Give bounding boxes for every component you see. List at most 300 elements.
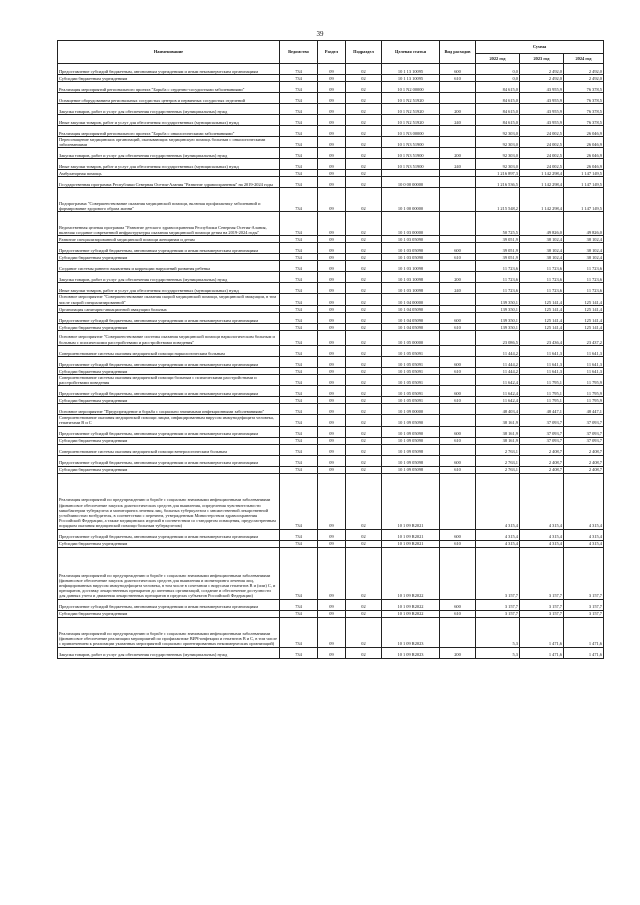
- cell-2023: 37 093,7: [520, 415, 564, 426]
- cell-subsection: 02: [346, 345, 382, 356]
- cell-2024: 11 795,9: [564, 397, 604, 404]
- cell-2023: 1 471,6: [520, 647, 564, 658]
- cell-section: 09: [318, 374, 346, 385]
- table-body: [58, 64, 604, 659]
- cell-2023: 11 723,6: [520, 272, 564, 283]
- cell-target: 10 1 09 R2022: [382, 547, 440, 599]
- cell-dept: 734: [280, 415, 318, 426]
- cell-dept: 734: [280, 547, 318, 599]
- cell-dept: 734: [280, 617, 318, 647]
- cell-subsection: 02: [346, 272, 382, 283]
- cell-dept: 734: [280, 330, 318, 345]
- cell-target: 10 1 05 00000: [382, 330, 440, 345]
- table-row: [58, 212, 604, 236]
- cell-subsection: 02: [346, 540, 382, 547]
- cell-subsection: 02: [346, 75, 382, 82]
- cell-exp-type: 200: [440, 148, 476, 159]
- cell-name: Субсидии бюджетным учреждениям: [58, 254, 280, 261]
- table-row: [58, 473, 604, 529]
- table-row: [58, 547, 604, 599]
- cell-exp-type: [440, 444, 476, 455]
- cell-2023: 1 471,6: [520, 617, 564, 647]
- cell-target: 10 1 N2 51920: [382, 93, 440, 104]
- cell-target: 10 1 N3 51900: [382, 148, 440, 159]
- cell-2022: 2 763,1: [476, 466, 520, 473]
- cell-2023: 11 723,6: [520, 261, 564, 272]
- cell-target: 10 1 04 05090: [382, 312, 440, 323]
- table-row: [58, 126, 604, 137]
- header-2024: 2024 год: [564, 54, 604, 64]
- cell-2023: 4 315,4: [520, 540, 564, 547]
- cell-target: 10 1 05 05091: [382, 386, 440, 397]
- cell-target: 10 1 09 R2023: [382, 617, 440, 647]
- cell-2024: 1 147 149,5: [564, 188, 604, 212]
- cell-subsection: 02: [346, 170, 382, 177]
- cell-2022: 0,0: [476, 64, 520, 75]
- cell-2024: 38 102,4: [564, 236, 604, 243]
- cell-section: 09: [318, 617, 346, 647]
- cell-2022: 139 350,1: [476, 305, 520, 312]
- cell-2023: 11 723,6: [520, 283, 564, 294]
- cell-section: 09: [318, 330, 346, 345]
- cell-target: 10 1 05 05091: [382, 397, 440, 404]
- cell-name: Субсидии бюджетным учреждениям: [58, 610, 280, 617]
- cell-2023: 3 157,7: [520, 610, 564, 617]
- cell-2022: 4 315,4: [476, 529, 520, 540]
- cell-subsection: 02: [346, 305, 382, 312]
- cell-name: Предоставление субсидий бюджетным, автономным учреждениям и иным некоммерческим организациям: [58, 64, 280, 75]
- cell-2024: 38 102,4: [564, 243, 604, 254]
- cell-2024: 37 093,7: [564, 437, 604, 444]
- table-row: [58, 93, 604, 104]
- cell-subsection: 02: [346, 312, 382, 323]
- cell-2023: 11 795,1: [520, 374, 564, 385]
- cell-2024: 3 157,7: [564, 547, 604, 599]
- cell-2023: 2 408,7: [520, 455, 564, 466]
- cell-name: Ведомственная целевая программа "Развитие детского здравоохранения Республики Северная Осетия-Алания, включая создание современной инфраструктуры оказания медицинской помощи детям на 2019-2024 годы": [58, 212, 280, 236]
- table-row: [58, 617, 604, 647]
- cell-name: Оснащение оборудованием региональных сосудистых центров и первичных сосудистых отделений: [58, 93, 280, 104]
- table-row: [58, 75, 604, 82]
- cell-2022: 2 763,1: [476, 444, 520, 455]
- cell-2023: 37 093,7: [520, 426, 564, 437]
- cell-name: Совершенствование оказания медицинской помощи лицам, инфицированным вирусом иммунодефицита человека, гепатитами B и C: [58, 415, 280, 426]
- page-number: 39: [316, 30, 324, 38]
- table-row: [58, 188, 604, 212]
- cell-exp-type: [440, 330, 476, 345]
- cell-section: 09: [318, 323, 346, 330]
- cell-dept: 734: [280, 466, 318, 473]
- cell-subsection: 02: [346, 104, 382, 115]
- cell-exp-type: 600: [440, 599, 476, 610]
- cell-name: Предоставление субсидий бюджетным, автономным учреждениям и иным некоммерческим организациям: [58, 455, 280, 466]
- cell-exp-type: [440, 126, 476, 137]
- cell-2022: 139 350,1: [476, 294, 520, 305]
- cell-subsection: 02: [346, 64, 382, 75]
- cell-2022: 0,0: [476, 75, 520, 82]
- cell-name: Предоставление субсидий бюджетным, автономным учреждениям и иным некоммерческим организациям: [58, 356, 280, 367]
- cell-2022: 50 725,5: [476, 212, 520, 236]
- cell-exp-type: 240: [440, 159, 476, 170]
- cell-dept: 734: [280, 404, 318, 415]
- cell-subsection: 02: [346, 415, 382, 426]
- cell-name: Иные закупки товаров, работ и услуг для обеспечения государственных (муниципальных) нужд: [58, 283, 280, 294]
- cell-name: Иные закупки товаров, работ и услуг для обеспечения государственных (муниципальных) нужд: [58, 115, 280, 126]
- cell-2022: 38 161,9: [476, 415, 520, 426]
- cell-section: 09: [318, 93, 346, 104]
- cell-exp-type: [440, 137, 476, 148]
- cell-target: 10 1 04 05090: [382, 305, 440, 312]
- cell-dept: 734: [280, 177, 318, 188]
- cell-target: 10 1 04 05090: [382, 323, 440, 330]
- cell-target: 10 1 05 05091: [382, 356, 440, 367]
- cell-target: 10 1 03 05090: [382, 243, 440, 254]
- cell-dept: 734: [280, 261, 318, 272]
- cell-section: 09: [318, 159, 346, 170]
- cell-name: Организация санитарно-авиационной эвакуации больных: [58, 305, 280, 312]
- cell-name: Субсидии бюджетным учреждениям: [58, 437, 280, 444]
- cell-subsection: 02: [346, 599, 382, 610]
- cell-dept: 734: [280, 75, 318, 82]
- table-row: [58, 104, 604, 115]
- cell-section: 09: [318, 312, 346, 323]
- cell-section: 09: [318, 473, 346, 529]
- cell-2023: 38 102,4: [520, 236, 564, 243]
- cell-exp-type: [440, 547, 476, 599]
- cell-dept: 734: [280, 397, 318, 404]
- cell-exp-type: 200: [440, 104, 476, 115]
- cell-2024: 125 141,4: [564, 305, 604, 312]
- cell-dept: 734: [280, 126, 318, 137]
- cell-target: 10 1 09 R2021: [382, 473, 440, 529]
- cell-target: 10 1 09 05098: [382, 466, 440, 473]
- cell-name: Субсидии бюджетным учреждениям: [58, 540, 280, 547]
- cell-dept: 734: [280, 599, 318, 610]
- cell-name: Реализация мероприятий по предупреждению и борьбе с социально значимыми инфекционными заболеваниями (финансовое обеспечение закупок диагностических средств для выявления, определения чувствительности микобактерии туберкулеза и мониторинга лечения лиц, больных туберкулезом с множественной лекарственной устойчивостью возбудителя, в соответствии с перечнем, утвержденным Министерством здравоохранения Российской Федерации, а также медицинских изделий в соответствии со стандартом оснащения, предусмотренным порядком оказания медицинской помощи больным туберкулезом): [58, 473, 280, 529]
- cell-exp-type: [440, 374, 476, 385]
- cell-2023: 11 795,1: [520, 397, 564, 404]
- cell-target: 10 1 09 05090: [382, 426, 440, 437]
- cell-section: 09: [318, 254, 346, 261]
- table-row: [58, 236, 604, 243]
- cell-2022: 92 303,0: [476, 137, 520, 148]
- cell-2024: 125 141,4: [564, 294, 604, 305]
- cell-subsection: 02: [346, 261, 382, 272]
- cell-2023: 1 142 298,4: [520, 170, 564, 177]
- table-row: [58, 540, 604, 547]
- cell-name: Субсидии бюджетным учреждениям: [58, 397, 280, 404]
- table-row: [58, 170, 604, 177]
- cell-2024: 76 378,5: [564, 93, 604, 104]
- cell-dept: 734: [280, 159, 318, 170]
- cell-subsection: 02: [346, 397, 382, 404]
- cell-exp-type: [440, 188, 476, 212]
- cell-2022: 139 350,1: [476, 312, 520, 323]
- budget-table: [57, 40, 604, 659]
- cell-name: Предоставление субсидий бюджетным, автономным учреждениям и иным некоммерческим организациям: [58, 243, 280, 254]
- cell-section: 09: [318, 261, 346, 272]
- cell-name: Субсидии бюджетным учреждениям: [58, 466, 280, 473]
- cell-subsection: 02: [346, 386, 382, 397]
- cell-subsection: 02: [346, 323, 382, 330]
- cell-name: Реализация мероприятий регионального проекта "Борьба с онкологическими заболеваниями": [58, 126, 280, 137]
- cell-2022: 39 051,9: [476, 243, 520, 254]
- cell-target: 10 1 13 10095: [382, 64, 440, 75]
- cell-2023: 43 955,9: [520, 93, 564, 104]
- table-row: [58, 466, 604, 473]
- cell-dept: 734: [280, 444, 318, 455]
- cell-section: 09: [318, 148, 346, 159]
- cell-2022: 11 723,6: [476, 272, 520, 283]
- cell-2024: 2 492,0: [564, 64, 604, 75]
- cell-exp-type: 610: [440, 610, 476, 617]
- table-row: [58, 148, 604, 159]
- cell-target: 10 1 03 10098: [382, 261, 440, 272]
- cell-section: 09: [318, 170, 346, 177]
- table-row: [58, 177, 604, 188]
- cell-dept: 734: [280, 283, 318, 294]
- cell-target: 10 1 03 10098: [382, 272, 440, 283]
- cell-2022: 92 303,0: [476, 126, 520, 137]
- cell-2022: 38 161,9: [476, 426, 520, 437]
- cell-dept: 734: [280, 473, 318, 529]
- cell-subsection: 02: [346, 473, 382, 529]
- cell-exp-type: [440, 82, 476, 93]
- cell-2022: 3 157,7: [476, 547, 520, 599]
- cell-2024: 26 046,9: [564, 126, 604, 137]
- cell-name: Предоставление субсидий бюджетным, автономным учреждениям и иным некоммерческим организациям: [58, 426, 280, 437]
- cell-2022: 48 403,4: [476, 404, 520, 415]
- header-subsection: Подраздел: [346, 41, 382, 64]
- table-row: [58, 115, 604, 126]
- cell-exp-type: [440, 236, 476, 243]
- cell-exp-type: 200: [440, 272, 476, 283]
- cell-2024: 4 315,4: [564, 529, 604, 540]
- cell-2024: 11 795,9: [564, 374, 604, 385]
- cell-dept: 734: [280, 367, 318, 374]
- cell-section: 09: [318, 188, 346, 212]
- cell-exp-type: 610: [440, 323, 476, 330]
- cell-section: 09: [318, 397, 346, 404]
- cell-section: 09: [318, 529, 346, 540]
- cell-section: 09: [318, 426, 346, 437]
- cell-2023: 1 142 298,4: [520, 188, 564, 212]
- cell-dept: 734: [280, 305, 318, 312]
- cell-subsection: 02: [346, 466, 382, 473]
- cell-2022: 5,3: [476, 617, 520, 647]
- cell-2022: 84 615,0: [476, 115, 520, 126]
- cell-subsection: 02: [346, 610, 382, 617]
- cell-dept: 734: [280, 323, 318, 330]
- cell-target: 10 1 05 05091: [382, 345, 440, 356]
- cell-exp-type: 600: [440, 243, 476, 254]
- cell-dept: 734: [280, 137, 318, 148]
- cell-exp-type: 240: [440, 283, 476, 294]
- cell-subsection: 02: [346, 455, 382, 466]
- cell-2023: 2 492,0: [520, 64, 564, 75]
- table-row: [58, 345, 604, 356]
- cell-dept: 734: [280, 212, 318, 236]
- cell-target: 10 1 09 05090: [382, 415, 440, 426]
- cell-dept: 734: [280, 115, 318, 126]
- cell-target: 10 1 09 R2023: [382, 647, 440, 658]
- cell-2023: 38 102,4: [520, 254, 564, 261]
- cell-2022: 92 303,0: [476, 148, 520, 159]
- cell-subsection: 02: [346, 617, 382, 647]
- cell-target: 10 1 05 05091: [382, 367, 440, 374]
- cell-dept: 734: [280, 386, 318, 397]
- cell-dept: 734: [280, 236, 318, 243]
- cell-2023: 3 157,7: [520, 547, 564, 599]
- cell-2022: 39 051,9: [476, 236, 520, 243]
- cell-section: 09: [318, 137, 346, 148]
- table-row: [58, 610, 604, 617]
- cell-2024: 26 046,9: [564, 137, 604, 148]
- cell-exp-type: [440, 617, 476, 647]
- cell-2023: 48 447,1: [520, 404, 564, 415]
- cell-2024: 11 723,6: [564, 283, 604, 294]
- table-row: [58, 599, 604, 610]
- cell-name: Переоснащение медицинских организаций, оказывающих медицинскую помощь больным с онкологическими заболеваниями: [58, 137, 280, 148]
- cell-subsection: 02: [346, 404, 382, 415]
- header-name: Наименование: [58, 41, 280, 64]
- cell-dept: 734: [280, 647, 318, 658]
- cell-exp-type: 610: [440, 254, 476, 261]
- cell-2023: 43 955,9: [520, 115, 564, 126]
- cell-2024: 76 378,5: [564, 82, 604, 93]
- cell-2022: 84 615,0: [476, 93, 520, 104]
- cell-target: 10 1 05 05091: [382, 374, 440, 385]
- cell-section: 09: [318, 647, 346, 658]
- table-row: [58, 356, 604, 367]
- cell-2024: 37 093,7: [564, 426, 604, 437]
- cell-subsection: 02: [346, 93, 382, 104]
- cell-name: Предоставление субсидий бюджетным, автономным учреждениям и иным некоммерческим организациям: [58, 599, 280, 610]
- cell-section: 09: [318, 272, 346, 283]
- cell-exp-type: [440, 93, 476, 104]
- cell-subsection: 02: [346, 236, 382, 243]
- table-row: [58, 444, 604, 455]
- cell-name: Субсидии бюджетным учреждениям: [58, 367, 280, 374]
- cell-section: 09: [318, 305, 346, 312]
- cell-2023: 2 408,7: [520, 466, 564, 473]
- cell-2022: 11 444,2: [476, 356, 520, 367]
- cell-2022: 11 642,4: [476, 374, 520, 385]
- cell-subsection: 02: [346, 115, 382, 126]
- table-row: [58, 323, 604, 330]
- cell-2022: 2 763,1: [476, 455, 520, 466]
- cell-2022: 4 315,4: [476, 540, 520, 547]
- cell-name: Предоставление субсидий бюджетным, автономным учреждениям и иным некоммерческим организациям: [58, 386, 280, 397]
- cell-section: 09: [318, 64, 346, 75]
- cell-target: 10 1 N3 51900: [382, 137, 440, 148]
- cell-name: Основное мероприятие "Совершенствование оказания скорой медицинской помощи, медицинской эвакуации, в том числе скорой специализированной": [58, 294, 280, 305]
- cell-section: 09: [318, 243, 346, 254]
- table-row: [58, 397, 604, 404]
- cell-exp-type: [440, 261, 476, 272]
- cell-subsection: 02: [346, 426, 382, 437]
- cell-2023: 2 408,7: [520, 444, 564, 455]
- cell-name: Государственная программа Республики Северная Осетия-Алания "Развитие здравоохранения" на 2019-2024 годы: [58, 177, 280, 188]
- cell-exp-type: 240: [440, 115, 476, 126]
- cell-subsection: 02: [346, 374, 382, 385]
- cell-2023: 125 141,4: [520, 323, 564, 330]
- cell-section: 09: [318, 547, 346, 599]
- table-row: [58, 404, 604, 415]
- table-row: [58, 386, 604, 397]
- table-row: [58, 305, 604, 312]
- cell-section: 09: [318, 444, 346, 455]
- cell-2024: 2 492,0: [564, 75, 604, 82]
- cell-target: 10 1 09 05098: [382, 444, 440, 455]
- cell-2024: 48 447,1: [564, 404, 604, 415]
- cell-exp-type: 610: [440, 397, 476, 404]
- cell-dept: 734: [280, 345, 318, 356]
- cell-exp-type: 600: [440, 356, 476, 367]
- cell-dept: 734: [280, 64, 318, 75]
- cell-2024: 11 641,3: [564, 345, 604, 356]
- table-row: [58, 437, 604, 444]
- cell-subsection: 02: [346, 547, 382, 599]
- cell-2023: 11 641,3: [520, 345, 564, 356]
- cell-name: Основное мероприятие "Предупреждение и борьба с социально значимыми инфекционными заболеваниями": [58, 404, 280, 415]
- cell-2024: 26 046,9: [564, 148, 604, 159]
- cell-name: Закупка товаров, работ и услуг для обеспечения государственных (муниципальных) нужд: [58, 104, 280, 115]
- cell-dept: 734: [280, 272, 318, 283]
- cell-dept: 734: [280, 610, 318, 617]
- cell-name: Предоставление субсидий бюджетным, автономным учреждениям и иным некоммерческим организациям: [58, 529, 280, 540]
- cell-2023: 1 142 298,4: [520, 177, 564, 188]
- cell-subsection: 02: [346, 82, 382, 93]
- cell-exp-type: [440, 170, 476, 177]
- cell-target: 10 1 03 05090: [382, 254, 440, 261]
- cell-section: 09: [318, 115, 346, 126]
- cell-exp-type: [440, 294, 476, 305]
- cell-2022: 5,3: [476, 647, 520, 658]
- cell-2023: 23 436,4: [520, 330, 564, 345]
- cell-2024: 3 157,7: [564, 599, 604, 610]
- table-row: [58, 159, 604, 170]
- header-section: Раздел: [318, 41, 346, 64]
- cell-2022: 11 723,6: [476, 261, 520, 272]
- table-row: [58, 415, 604, 426]
- cell-target: 10 1 09 R2022: [382, 610, 440, 617]
- cell-exp-type: 610: [440, 367, 476, 374]
- cell-target: 10 1 N2 51920: [382, 115, 440, 126]
- cell-2023: 43 955,9: [520, 104, 564, 115]
- cell-2023: 11 795,1: [520, 386, 564, 397]
- cell-section: 09: [318, 177, 346, 188]
- cell-2022: 23 086,5: [476, 330, 520, 345]
- cell-section: 09: [318, 610, 346, 617]
- cell-subsection: 02: [346, 367, 382, 374]
- cell-subsection: 02: [346, 330, 382, 345]
- table-row: [58, 647, 604, 658]
- cell-dept: 734: [280, 540, 318, 547]
- table-row: [58, 272, 604, 283]
- cell-2024: 11 641,3: [564, 356, 604, 367]
- cell-name: Совершенствование системы оказания медицинской помощи наркологическим больным: [58, 345, 280, 356]
- cell-exp-type: 610: [440, 437, 476, 444]
- cell-section: 09: [318, 404, 346, 415]
- cell-2024: 125 141,4: [564, 312, 604, 323]
- cell-exp-type: 200: [440, 647, 476, 658]
- cell-subsection: 02: [346, 212, 382, 236]
- cell-section: 09: [318, 294, 346, 305]
- cell-2022: 11 444,2: [476, 345, 520, 356]
- cell-target: 10 1 09 R2021: [382, 540, 440, 547]
- cell-2024: 1 471,6: [564, 617, 604, 647]
